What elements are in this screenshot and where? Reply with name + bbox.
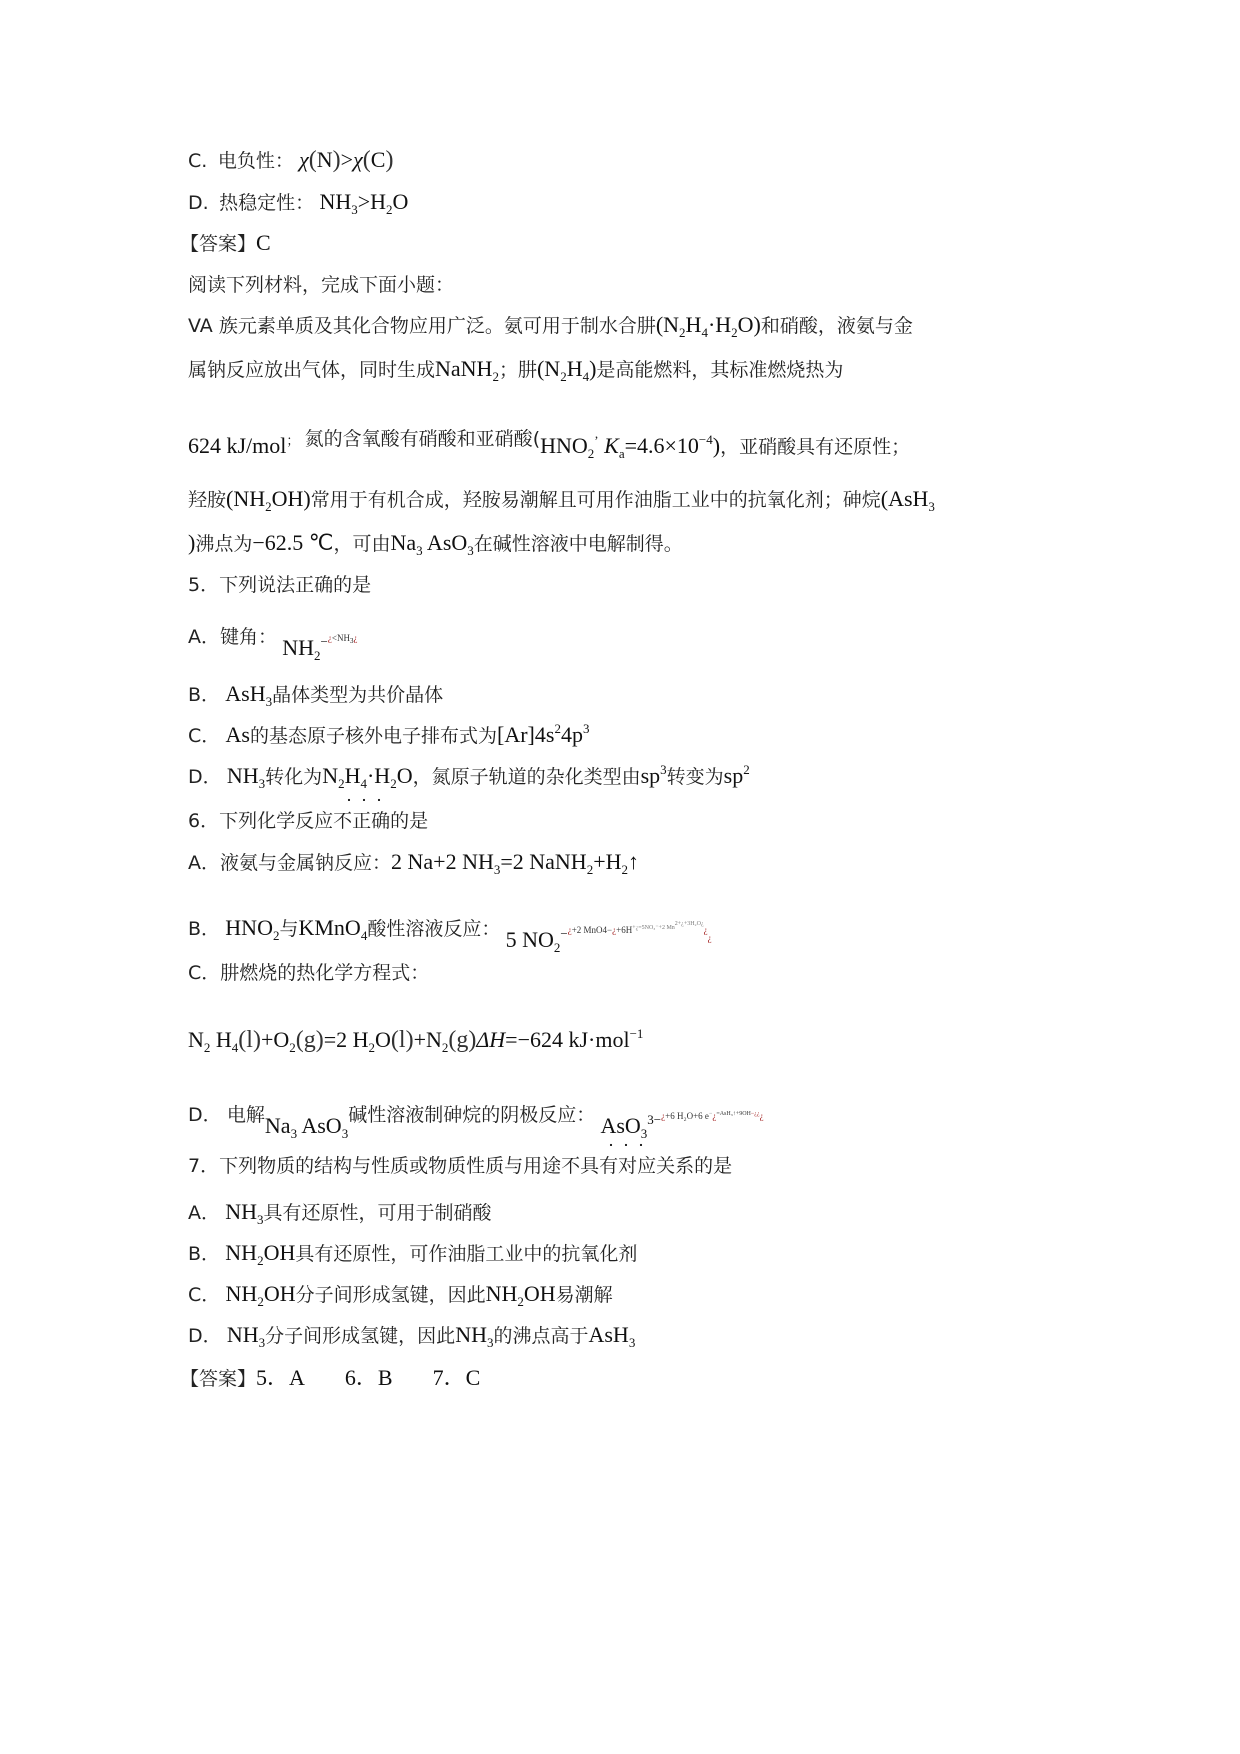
q7-option-d: D． $NH_3$分子间形成氢键，因此$NH_3$的沸点高于AsH$_3$ bbox=[188, 1322, 636, 1350]
question-stem: 7．下列物质的结构与性质或物质性质与用途 bbox=[188, 1155, 562, 1177]
text: 和硝酸，液氨与金 bbox=[760, 315, 913, 337]
equation: 2 Na+2 $NH_3=2$ $NaNH_2+H_2↑$ bbox=[391, 849, 639, 877]
equation: 5 $NO_2^{-¿+2 MnO4-¿+6H+¿=5NO_3^-+2 Mn2+¿+3H_2O¿¿¿}$ bbox=[505, 921, 712, 955]
formula: $(NH_2OH)$ bbox=[226, 486, 311, 514]
q6-option-d: D． 电解$Na_3$ AsO$_3$碱性溶液制砷烷的阴极反应： AsO$_3^{3-¿+6 H_2O+6 e-¿=AsH_3↑+9OH-¿¿¿}$ bbox=[188, 1104, 764, 1141]
formula: (AsH$_3$ bbox=[880, 486, 935, 514]
text: 常用于有机合成，羟胺易潮解且可用作油脂工业中的抗氧化剂；砷烷 bbox=[310, 489, 881, 511]
intro-text: 阅读下列材料，完成下面小题： bbox=[188, 274, 455, 296]
text: 是高能燃料，其标准燃烧热为 bbox=[596, 359, 844, 381]
option-label: C． bbox=[188, 1284, 221, 1306]
option-text: 的基态原子核外电子排布式为 bbox=[249, 725, 497, 747]
answer-bracket: 【答案】 bbox=[180, 1368, 257, 1390]
option-label: B． bbox=[188, 684, 221, 706]
formula: $Na_3$ AsO$_3$ bbox=[264, 1113, 349, 1141]
option-label: D. bbox=[188, 192, 209, 214]
option-label: C． bbox=[188, 725, 221, 747]
formula: AsH$_3$ bbox=[225, 681, 273, 709]
formula: $HNO_2$ bbox=[225, 915, 280, 943]
text: 属钠反应放出气体，同时生成 bbox=[188, 359, 436, 381]
q6-c-equation bbox=[188, 1026, 643, 1054]
answer-6: 6．B bbox=[344, 1365, 393, 1390]
option-label: D． bbox=[188, 1104, 222, 1126]
text: 羟胺 bbox=[188, 489, 227, 511]
option-text: 电负性： bbox=[217, 150, 294, 172]
material-line-5: )沸点为−62.5 ℃，可由$Na_3$ AsO$_3$在碱性溶液中电解制得。 bbox=[188, 530, 683, 558]
q5-option-b bbox=[188, 680, 443, 709]
material-line-4 bbox=[188, 485, 935, 514]
option-label: D． bbox=[188, 766, 222, 788]
answer-5-7 bbox=[180, 1364, 480, 1393]
formula: $NH_3$ bbox=[455, 1322, 494, 1350]
option-label: A． bbox=[188, 1202, 220, 1224]
formula: $N_2H_4\cdot H_2O$ bbox=[322, 763, 413, 791]
text: 转化为 bbox=[265, 766, 323, 788]
formula: $NH_3$ bbox=[225, 1199, 264, 1227]
answer-bracket: 【答案】 bbox=[180, 233, 257, 255]
text: VA 族元素单质及其化合物应用广泛。氨可用于制水合肼 bbox=[188, 315, 656, 337]
q5-stem bbox=[188, 570, 371, 599]
formula: $NH_2OH$ bbox=[225, 1240, 296, 1268]
formula: $(N_2H_4)$ bbox=[536, 356, 597, 384]
q7-option-c: C． $NH_2OH$分子间形成氢键，因此$NH_2OH$易潮解 bbox=[188, 1281, 613, 1309]
text: ，亚硝酸具有还原性； bbox=[720, 436, 911, 458]
option-label: B． bbox=[188, 1243, 221, 1265]
option-text: 具有还原性，可作油脂工业中的抗氧化剂 bbox=[295, 1243, 638, 1265]
formula: As bbox=[225, 722, 250, 747]
formula: NaNH$_2$ bbox=[435, 356, 499, 384]
q6-stem: 6．下列化学反应不正确的是 bbox=[188, 810, 429, 832]
option-text: 具有还原性，可用于制硝酸 bbox=[263, 1202, 492, 1224]
option-text: 碱性溶液制砷烷的阴极反应： bbox=[348, 1104, 596, 1126]
formula: $NH_3$ bbox=[226, 763, 266, 791]
equation: $N_2$ $H_4(l)+O_2(g)=2$ $H_2O(l)+N_2(g)\Delta H=-624$ kJ·mol$^{-1}$ bbox=[188, 1026, 644, 1055]
text: 沸点为 bbox=[195, 533, 253, 555]
option-text: 液氨与金属钠反应： bbox=[220, 852, 392, 874]
formula: $Na_3$ AsO$_3$ bbox=[390, 530, 474, 558]
text: ，可由 bbox=[333, 533, 391, 555]
question-stem: 6．下列化学反应 bbox=[188, 810, 334, 832]
question-stem: 5．下列说法正确的是 bbox=[188, 574, 372, 596]
formula: $NH_3>H_2O$ bbox=[319, 189, 409, 217]
material-line-1 bbox=[188, 311, 913, 340]
formula: χ(N)>χ(C) bbox=[299, 147, 394, 173]
emphasized-text: 不具有 bbox=[561, 1155, 619, 1177]
formula: $NH_2OH$ bbox=[485, 1281, 556, 1309]
q5-option-c bbox=[188, 721, 589, 750]
text: 转变为 bbox=[666, 766, 724, 788]
equation: AsO$_3^{3-¿+6 H_2O+6 e-¿=AsH_3↑+9OH-¿¿¿}$ bbox=[600, 1111, 764, 1141]
text: ，氮原子轨道的杂化类型由 bbox=[412, 766, 641, 788]
emphasis-dots: · · · bbox=[608, 1135, 644, 1155]
option-text: 肼燃烧的热化学方程式： bbox=[220, 962, 430, 984]
option-text: 酸性溶液反应： bbox=[367, 918, 501, 940]
text: ； bbox=[286, 434, 300, 449]
answer-7: 7．C bbox=[432, 1365, 481, 1390]
answer-5: 5．A bbox=[256, 1365, 305, 1390]
option-text: 键角： bbox=[220, 626, 278, 648]
option-label: A． bbox=[188, 626, 220, 648]
option-label: C. bbox=[188, 150, 208, 172]
formula: $sp^3$ bbox=[640, 762, 667, 788]
answer-value: C bbox=[256, 230, 271, 255]
q6-option-c bbox=[188, 958, 429, 987]
formula: −62.5 ℃ bbox=[252, 530, 334, 555]
formula: 624 kJ/mol bbox=[188, 433, 287, 458]
text: 氮的含氧酸有硝酸和亚硝酸 bbox=[304, 428, 533, 450]
formula: AsH$_3$ bbox=[588, 1322, 636, 1350]
formula: $[Ar]4s^24p^3$ bbox=[497, 721, 590, 747]
q7-option-b bbox=[188, 1239, 637, 1268]
formula: $sp^2$ bbox=[723, 762, 750, 788]
option-text: 分子间形成氢键，因此 bbox=[265, 1325, 456, 1347]
emphasis-dots: · · · bbox=[346, 790, 382, 810]
q7-stem: 7．下列物质的结构与性质或物质性质与用途不具有对应关系的是 bbox=[188, 1155, 733, 1177]
option-text: 分子间形成氢键，因此 bbox=[295, 1284, 486, 1306]
option-text: 晶体类型为共价晶体 bbox=[272, 684, 444, 706]
material-line-3: 624 kJ/mol； 氮的含氧酸有硝酸和亚硝酸($HNO_2^’$ $K_a=4.6\times 10^{-4}$)，亚硝酸具有还原性； bbox=[188, 428, 911, 461]
option-label: D． bbox=[188, 1325, 222, 1347]
formula: KMnO$_4$ bbox=[298, 915, 368, 943]
formula: $HNO_2^’$ $K_a=4.6\times 10^{-4}$) bbox=[540, 432, 721, 461]
formula: $NH_2^{-¿<NH3¿}$ bbox=[282, 633, 358, 663]
q5-option-d bbox=[188, 762, 750, 791]
q7-option-a bbox=[188, 1198, 492, 1227]
option-text: 热稳定性： bbox=[219, 192, 315, 214]
option-label: C． bbox=[188, 962, 221, 984]
text: 在碱性溶液中电解制得。 bbox=[473, 533, 683, 555]
q4-option-d bbox=[188, 188, 408, 217]
answer-4 bbox=[180, 229, 271, 258]
option-label: B． bbox=[188, 918, 221, 940]
formula: $NH_2OH$ bbox=[225, 1281, 296, 1309]
text: ；肼 bbox=[498, 359, 537, 381]
formula: $(N_2H_4\cdot H_2O)$ bbox=[655, 312, 761, 340]
q6-option-b: B． $HNO_2$与KMnO$_4$酸性溶液反应： 5 $NO_2^{-¿+2 MnO4-¿+6H+¿=5NO_3^-+2 Mn2+¿+3H_2O¿¿¿}$ bbox=[188, 915, 712, 955]
formula: $NH_3$ bbox=[226, 1322, 266, 1350]
q5-option-a bbox=[188, 612, 358, 663]
material-intro bbox=[188, 270, 454, 299]
emphasized-text: 不正确 bbox=[333, 810, 391, 832]
material-line-2 bbox=[188, 355, 843, 384]
option-label: A． bbox=[188, 852, 220, 874]
q6-option-a bbox=[188, 848, 639, 877]
q4-option-c bbox=[188, 146, 393, 175]
